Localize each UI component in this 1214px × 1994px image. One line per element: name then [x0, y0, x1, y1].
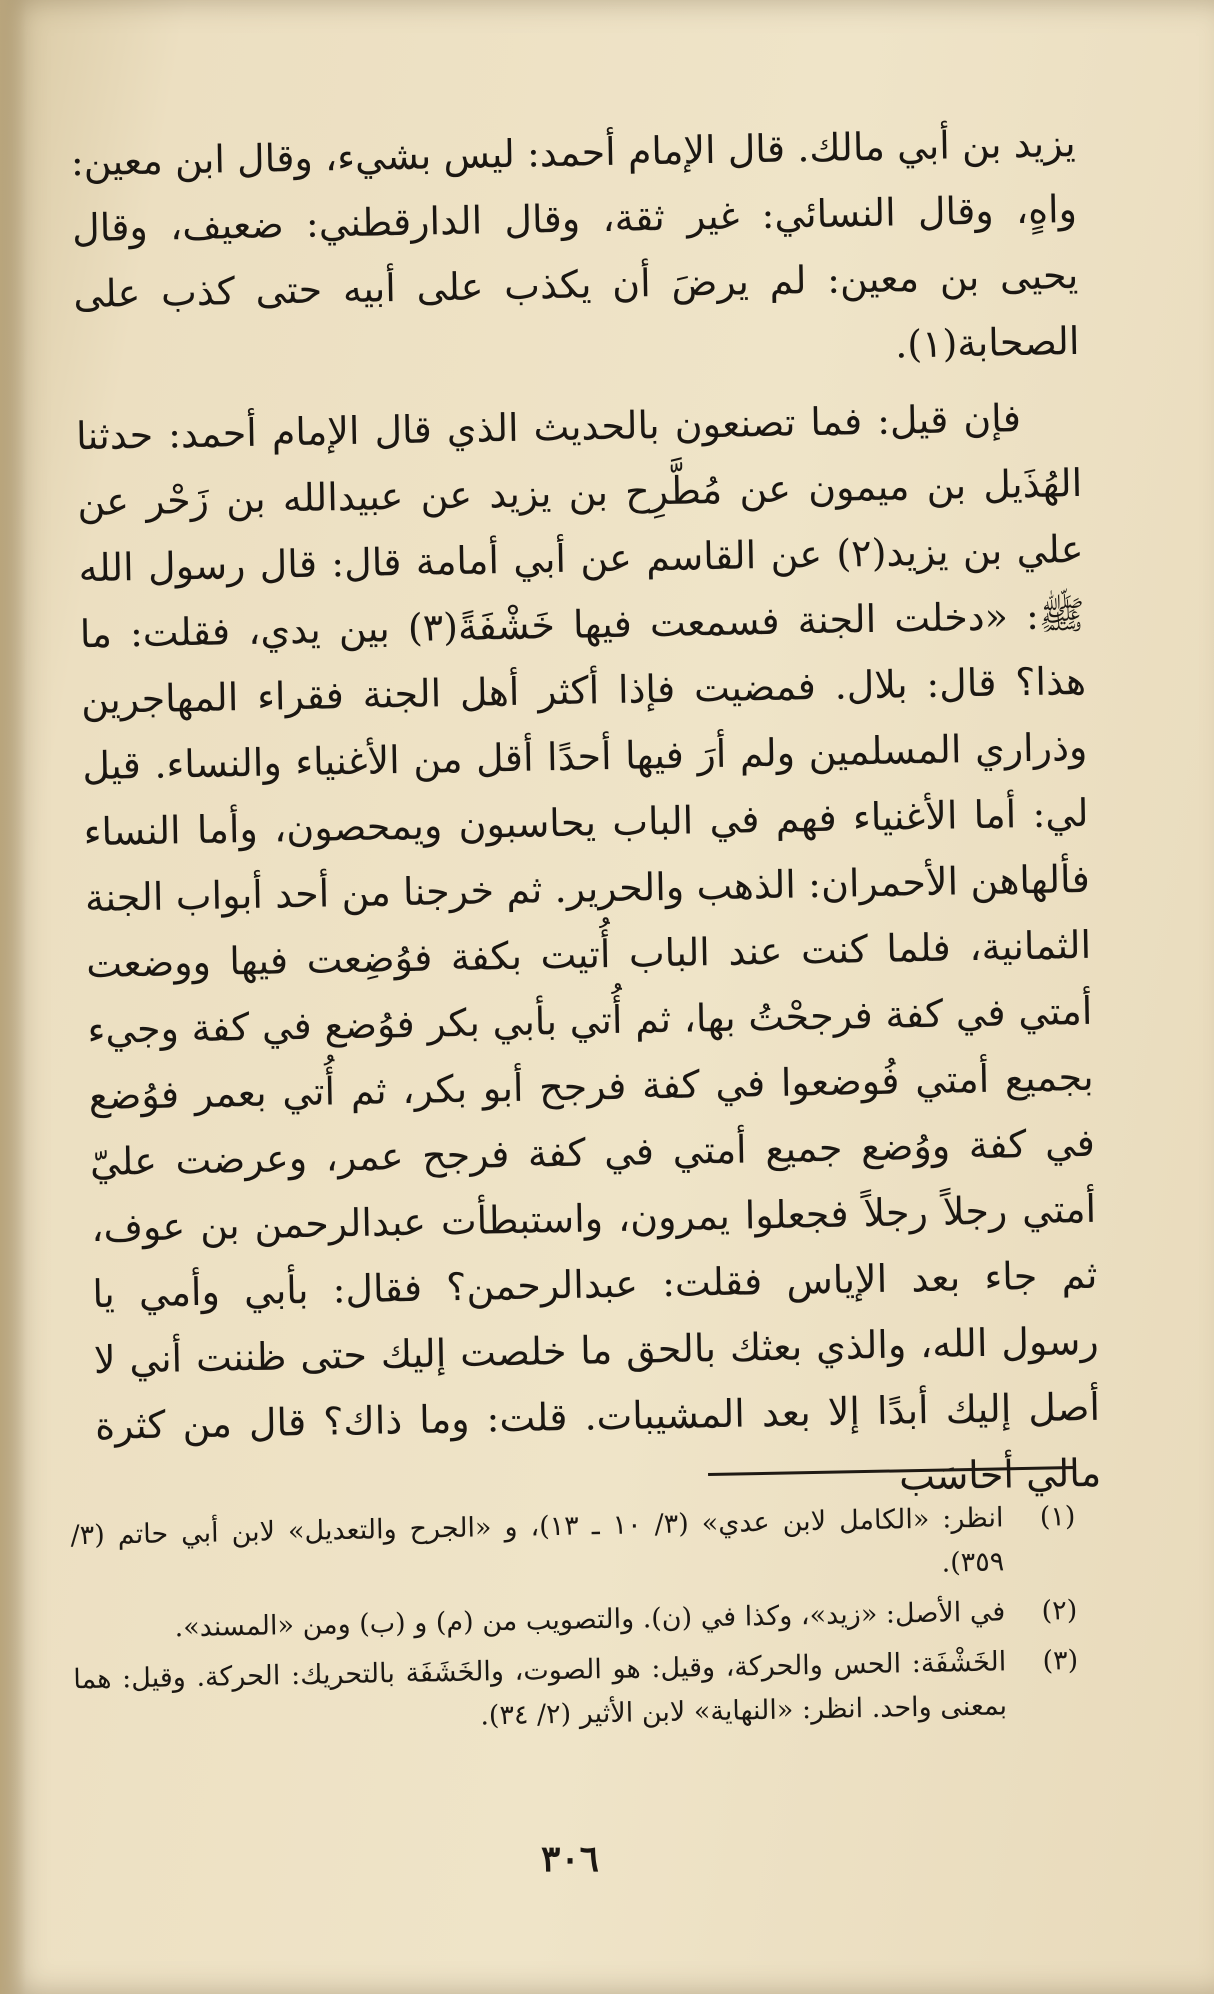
- footnote-number: (٢): [1041, 1594, 1078, 1627]
- paragraph-2: فإن قيل: فما تصنعون بالحديث الذي قال الإمام أحمد: حدثنا الهُذَيل بن ميمون عن مُطَّرِح بن يزيد عن عبيدالله بن زَحْر عن علي بن يزيد(٢) عن القاسم عن أبي أمامة قال: قال رسول الله ﷺ: «دخلت الجنة فسمعت فيها خَشْفَةً(٣) بين يدي، فقلت: ما هذا؟ قال: بلال. فمضيت فإذا أكثر أهل الجنة فقراء المهاجرين وذراري المسلمين ولم أرَ فيها أحدًا أقل من الأغنياء والنساء. قيل لي: أما الأغنياء فهم في الباب يحاسبون ويمحصون، وأما النساء فألهاهن الأحمران: الذهب والحرير. ثم خرجنا من أحد أبواب الجنة الثمانية، فلما كنت عند الباب أُتيت بكفة فوُضِعت فيها ووضعت أمتي في كفة فرجحْتُ بها، ثم أُتي بأبي بكر فوُضع في كفة وجيء بجميع أمتي فُوضعوا في كفة فرجح أبو بكر، ثم أُتي بعمر فوُضع في كفة ووُضع جميع أمتي في كفة فرجح عمر، وعرضت عليّ أمتي رجلاً رجلاً فجعلوا يمرون، واستبطأت عبدالرحمن بن عوف، ثم جاء بعد الإياس فقلت: عبدالرحمن؟ فقال: بأبي وأمي يا رسول الله، والذي بعثك بالحق ما خلصت إليك حتى ظننت أني لا أصل إليك أبدًا إلا بعد المشيبات. قلت: وما ذاك؟ قال من كثرة مالي أحاسَب: [75, 396, 1102, 1499]
- footnote-1: [70, 1495, 1077, 1602]
- paragraph-1: يزيد بن أبي مالك. قال الإمام أحمد: ليس بشيء، وقال ابن معين: واهٍ، وقال النسائي: غير ثقة، وقال الدارقطني: ضعيف، وقال يحيى بن معين: لم يرضَ أن يكذب على أبيه حتى كذب على الصحابة(١).: [70, 120, 1080, 367]
- footnote-number: (١): [1039, 1500, 1076, 1533]
- footnote-text: في الأصل: «زيد»، وكذا في (ن). والتصويب من (م) و (ب) ومن «المسند».: [174, 1596, 1006, 1644]
- footnote-text: انظر: «الكامل لابن عدي» (٣/ ١٠ ـ ١٣)، و «الجرح والتعديل» لابن أبي حاتم (٣/ ٣٥٩).: [70, 1502, 1005, 1579]
- footnotes: [70, 1495, 1079, 1752]
- footnote-text: الخَشْفَة: الحس والحركة، وقيل: هو الصوت، والخَشَفَة بالتحريك: الحركة. وقيل: هما بمعنى واحد. انظر: «النهاية» لابن الأثير (٢/ ٣٤).: [73, 1646, 1008, 1732]
- footnote-3: [73, 1639, 1080, 1746]
- footnote-number: (٣): [1042, 1644, 1079, 1677]
- page-number: ٣٠٦: [540, 1838, 599, 1880]
- main-text: [70, 110, 1102, 1535]
